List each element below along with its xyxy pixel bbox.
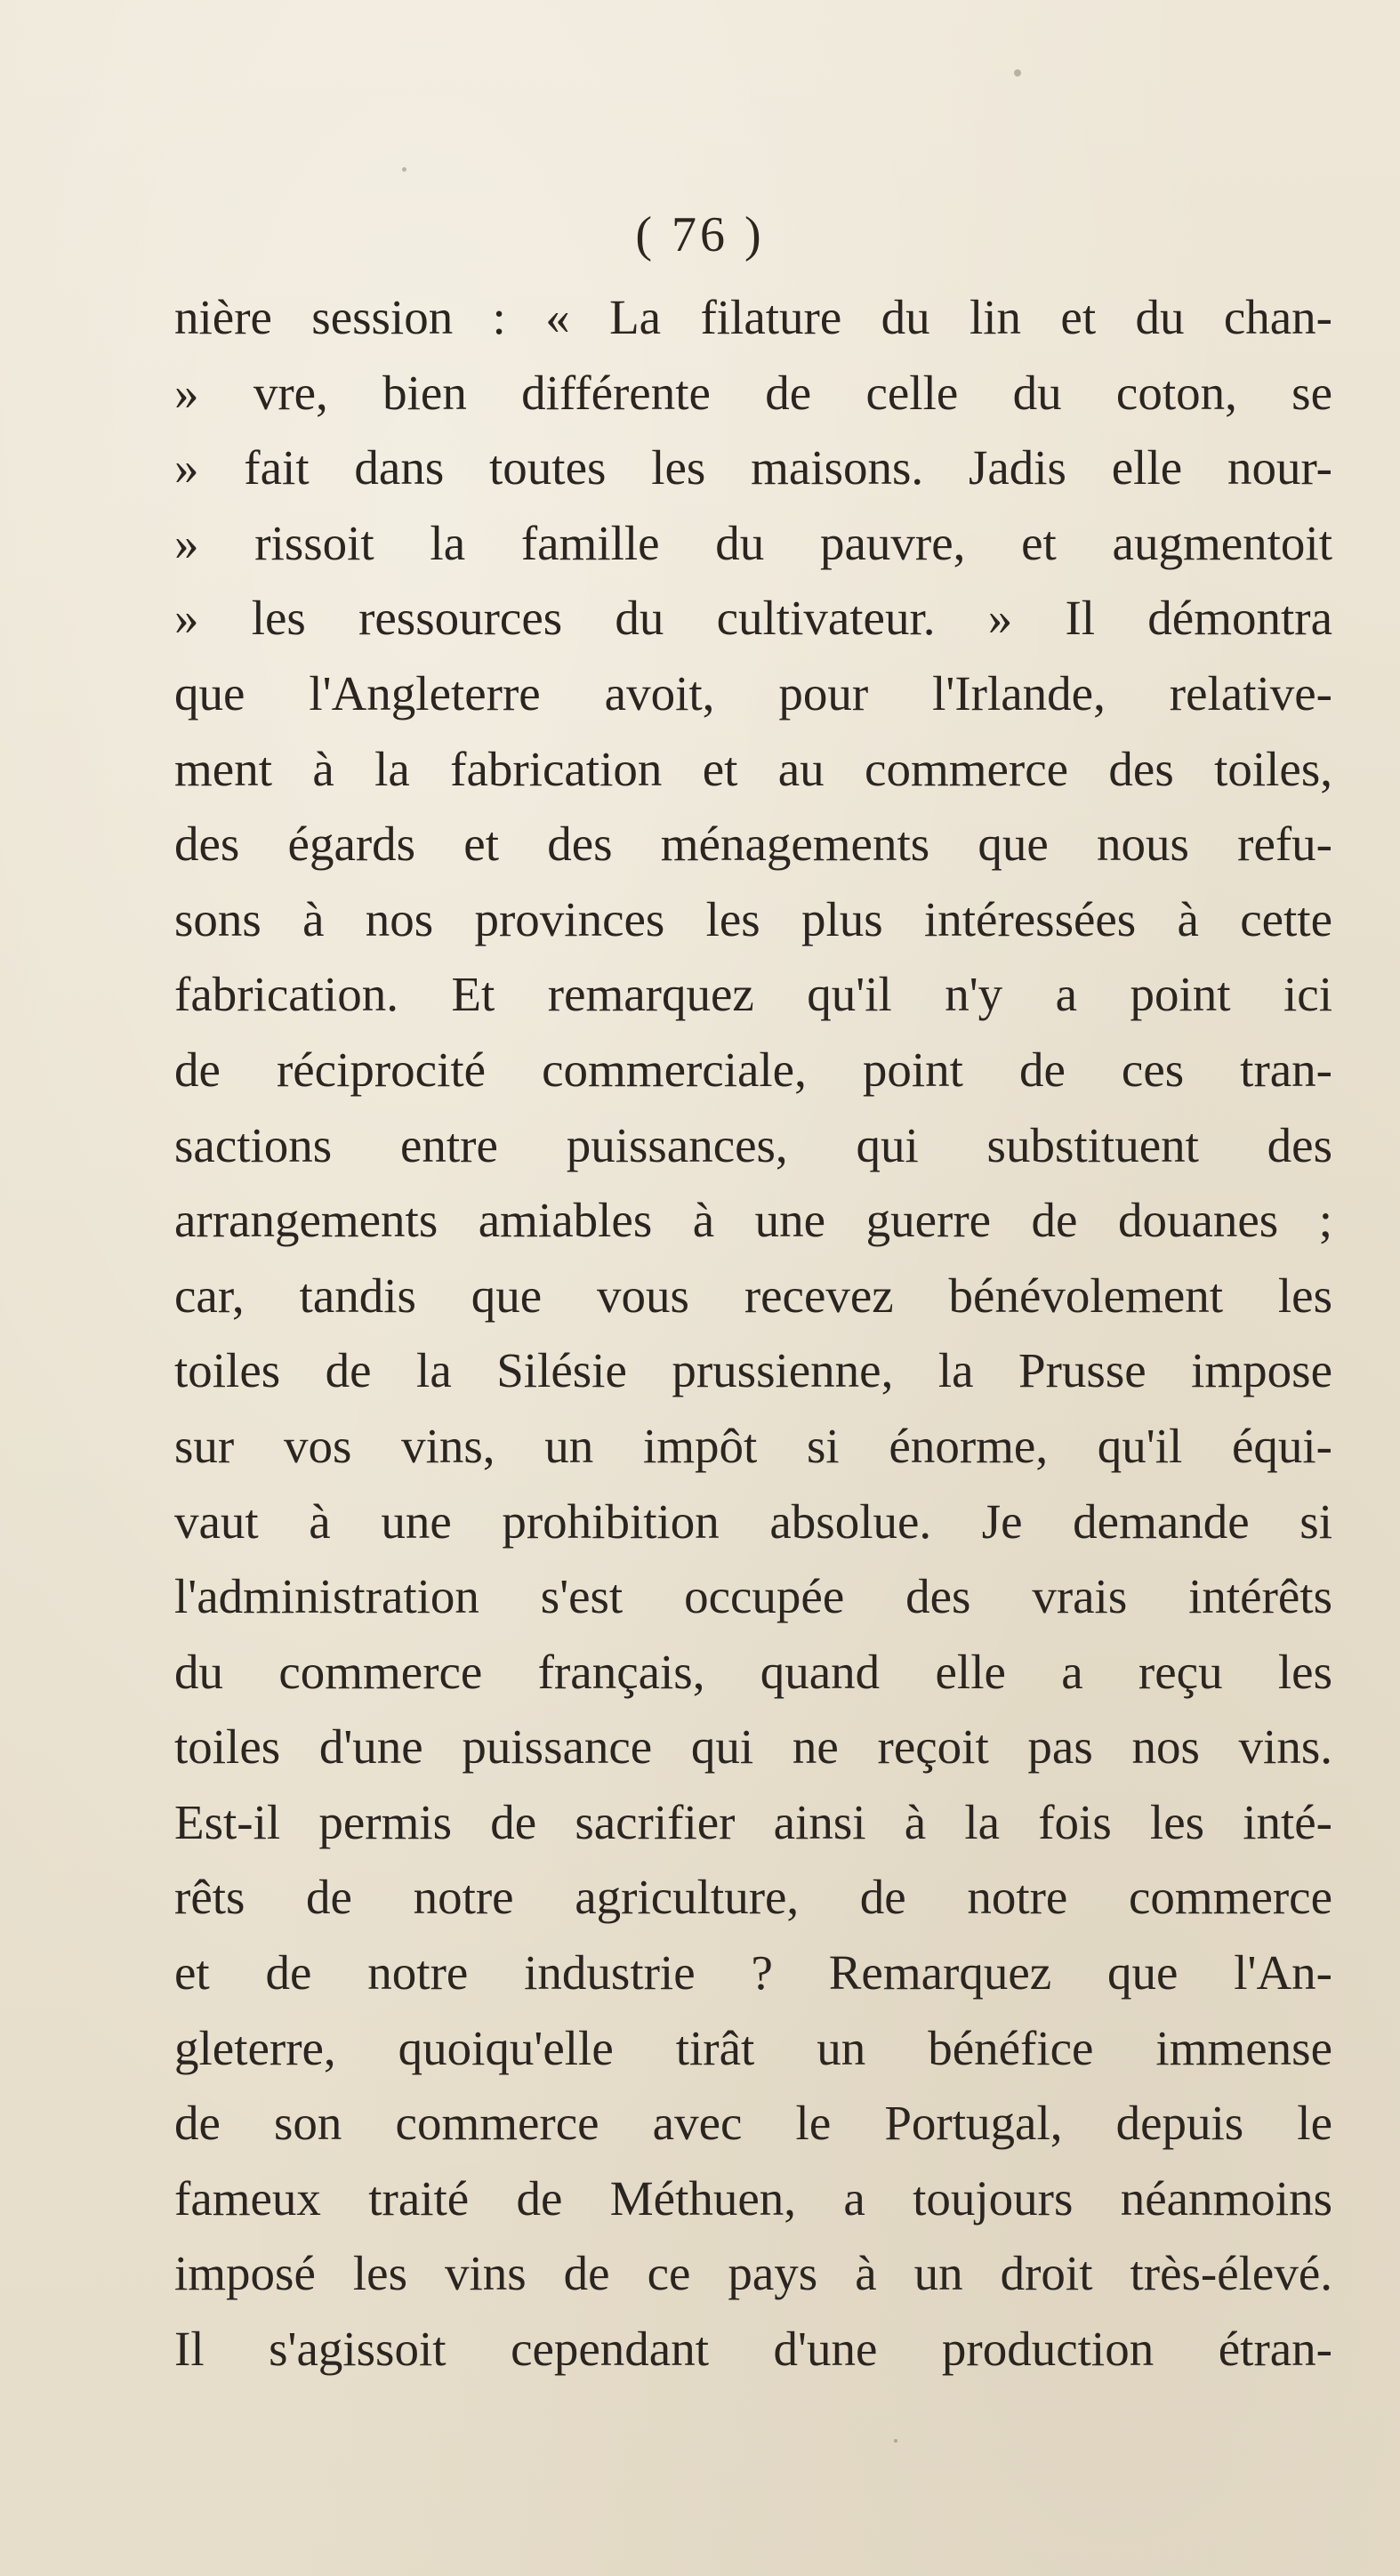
text-line: rêts de notre agriculture, de notre commerce bbox=[174, 1870, 1332, 1925]
text-line: toiles de la Silésie prussienne, la Prusse impose bbox=[174, 1343, 1332, 1398]
text-line: fameux traité de Méthuen, a toujours néanmoins bbox=[174, 2170, 1332, 2226]
text-line: » fait dans toutes les maisons. Jadis elle nour- bbox=[174, 440, 1332, 495]
text-line: Est-il permis de sacrifier ainsi à la fois les inté- bbox=[174, 1794, 1332, 1849]
text-line: et de notre industrie ? Remarquez que l'An- bbox=[174, 1945, 1332, 2000]
paper-speck bbox=[402, 167, 406, 172]
text-line: nière session : « La filature du lin et du chan- bbox=[174, 290, 1332, 344]
text-line: de son commerce avec le Portugal, depuis le bbox=[174, 2096, 1332, 2151]
text-line: » rissoit la famille du pauvre, et augmentoit bbox=[174, 515, 1332, 570]
text-line: arrangements amiables à une guerre de douanes ; bbox=[174, 1193, 1332, 1248]
text-line: de réciprocité commerciale, point de ces tran- bbox=[174, 1042, 1332, 1097]
text-line: car, tandis que vous recevez bénévolement les bbox=[174, 1268, 1332, 1323]
text-line: fabrication. Et remarquez qu'il n'y a point ici bbox=[174, 967, 1332, 1022]
text-line: gleterre, quoiqu'elle tirât un bénéfice immense bbox=[174, 2020, 1332, 2075]
text-line: des égards et des ménagements que nous refu- bbox=[174, 817, 1332, 872]
paper-speck bbox=[1014, 69, 1021, 76]
text-line: ment à la fabrication et au commerce des toiles, bbox=[174, 741, 1332, 796]
paper-speck bbox=[894, 2439, 897, 2443]
page-number: ( 76 ) bbox=[635, 207, 765, 262]
text-line: l'administration s'est occupée des vrais intérêts bbox=[174, 1569, 1332, 1624]
text-line: du commerce français, quand elle a reçu les bbox=[174, 1644, 1332, 1699]
text-line: toiles d'une puissance qui ne reçoit pas nos vins. bbox=[174, 1719, 1332, 1775]
text-line: sons à nos provinces les plus intéressées à cette bbox=[174, 891, 1332, 946]
text-line: sactions entre puissances, qui substituent des bbox=[174, 1117, 1332, 1172]
text-line: vaut à une prohibition absolue. Je demande si bbox=[174, 1493, 1332, 1549]
text-line: que l'Angleterre avoit, pour l'Irlande, relative- bbox=[174, 665, 1332, 720]
text-line: » les ressources du cultivateur. » Il démontra bbox=[174, 591, 1332, 646]
text-line: sur vos vins, un impôt si énorme, qu'il équi- bbox=[174, 1418, 1332, 1473]
text-line: imposé les vins de ce pays à un droit très-élevé. bbox=[174, 2246, 1332, 2301]
text-line: » vre, bien différente de celle du coton, se bbox=[174, 365, 1332, 420]
page-body-text bbox=[174, 280, 1332, 2387]
text-line: Il s'agissoit cependant d'une production étran- bbox=[174, 2322, 1332, 2377]
